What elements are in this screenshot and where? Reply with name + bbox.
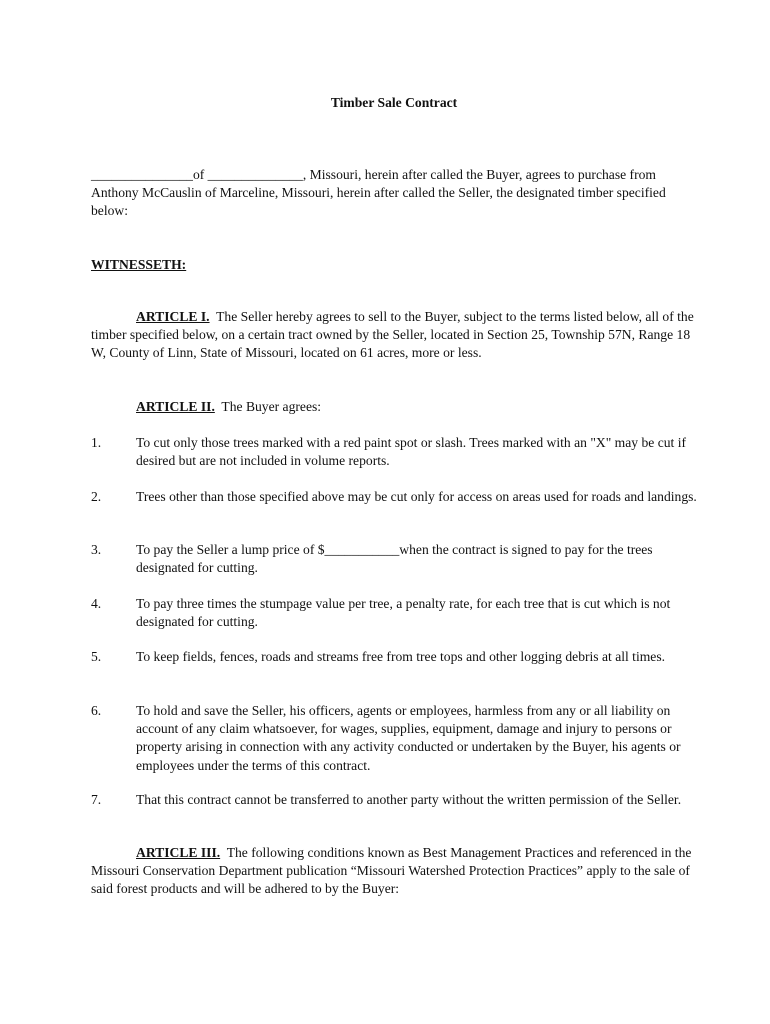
list-item-text: To pay the Seller a lump price of $___________when the contract is signed to pay for the trees designated for cutting. — [136, 542, 653, 576]
intro-paragraph: _______________of ______________, Missouri, herein after called the Buyer, agrees to purchase from Anthony McCauslin of Marceline, Missouri, herein after called the Seller, the designated timber specified below: — [91, 167, 666, 219]
list-item-number: 2. — [91, 489, 102, 504]
article-1-paragraph — [91, 308, 701, 363]
article-2-paragraph — [91, 398, 701, 416]
list-item-text: To keep fields, fences, roads and streams free from tree tops and other logging debris at all times. — [136, 649, 666, 664]
list-item-text: That this contract cannot be transferred to another party without the written permission of the Seller. — [136, 792, 682, 807]
article-3-heading: ARTICLE III. — [136, 845, 221, 860]
list-item-number: 1. — [91, 435, 102, 450]
list-item-number: 5. — [91, 649, 102, 664]
article-1-text: The Seller hereby agrees to sell to the Buyer, subject to the terms listed below, all of the timber specified below, on a certain tract owned by the Seller, located in Section 25, Township 57N, Range 18 W, County of Linn, State of Missouri, located on 61 acres, more or less. — [91, 309, 694, 361]
list-item-text: To hold and save the Seller, his officers, agents or employees, harmless from any or all liability on account of any claim whatsoever, for wages, supplies, equipment, damage and injury to persons or property arising in connection with any activity conducted or undertaken by the Buyer, his agents or employees under the terms of this contract. — [136, 703, 681, 773]
article-3-text: The following conditions known as Best Management Practices and referenced in the Missouri Conservation Department publication “Missouri Watershed Protection Practices” apply to the sale of said forest products and will be adhered to by the Buyer: — [91, 845, 692, 897]
list-item-text: To cut only those trees marked with a red paint spot or slash. Trees marked with an "X" may be cut if desired but are not included in volume reports. — [136, 435, 687, 469]
list-item-number: 6. — [91, 703, 102, 718]
list-item-number: 7. — [91, 792, 102, 807]
list-item-text: To pay three times the stumpage value per tree, a penalty rate, for each tree that is cut which is not designated for cutting. — [136, 596, 671, 630]
article-3-paragraph — [91, 844, 701, 899]
list-item-number: 3. — [91, 542, 102, 557]
article-2-heading: ARTICLE II. — [136, 399, 215, 414]
witnesseth-heading: WITNESSETH: — [91, 257, 187, 272]
list-item-text: Trees other than those specified above may be cut only for access on areas used for roads and landings. — [136, 489, 697, 504]
article-1-heading: ARTICLE I. — [136, 309, 210, 324]
list-item-number: 4. — [91, 596, 102, 611]
document-title: Timber Sale Contract — [330, 95, 458, 110]
article-2-text: The Buyer agrees: — [221, 399, 322, 414]
